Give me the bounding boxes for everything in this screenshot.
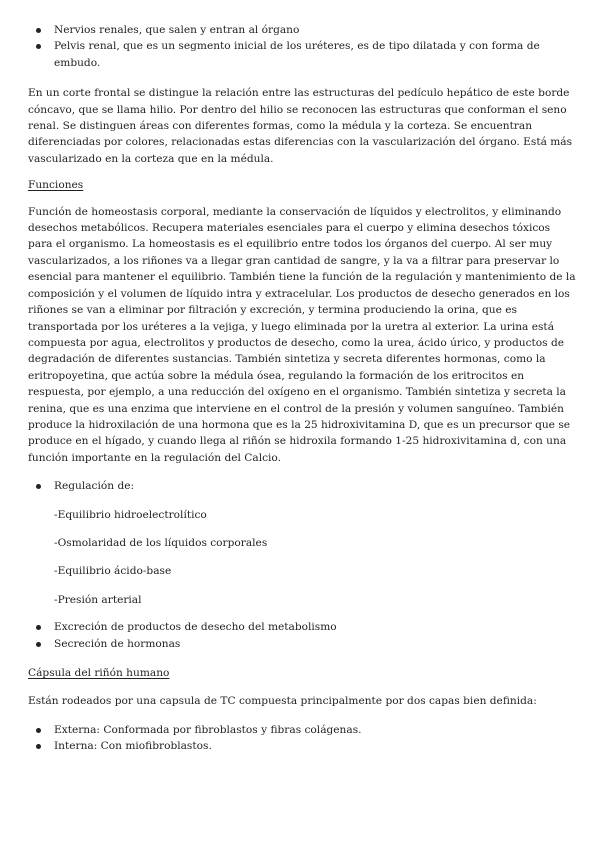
regulation-sub-item: -Equilibrio ácido-base [54,565,172,578]
list-item: Pelvis renal, que es un segmento inicial de los uréteres, es de tipo dilatada y con forma de embudo. [28,38,576,71]
section-heading-capsula: Cápsula del riñón humano [28,667,170,679]
regulation-sub-item: -Osmolaridad de los líquidos corporales [54,536,268,549]
list-item: Interna: Con miofibroblastos. [28,738,576,754]
list-item: Externa: Conformada por fibroblastos y fibras colágenas. [28,722,576,738]
capsula-intro: Están rodeados por una capsula de TC compuesta principalmente por dos capas bien definida: [28,695,537,708]
list-item: Secreción de hormonas [28,636,576,652]
regulation-list [28,478,576,494]
regulation-sub-item: -Presión arterial [54,593,142,606]
functions-extra-list [28,619,576,652]
capsula-layers-list [28,722,576,755]
document-page [28,22,576,755]
funciones-paragraph: Función de homeostasis corporal, mediante la conservación de líquidos y electrolitos, y eliminando desechos metabólicos. Recupera materiales esenciales para el cuerpo y elimina desechos tóxicos para el organismo. La homeostasis es el equilibrio entre todos los órganos del cuerpo. Al ser muy vascularizados, a los riñones va a llegar gran cantidad de sangre, y la va a filtrar para preservar lo esencial para mantener el equilibrio. También tiene la función de la regulación y mantenimiento de la composición y el volumen de líquido intra y extracelular. Los productos de desecho generados en los riñones se van a eliminar por filtración y excreción, y termina produciendo la orina, que es transportada por los uréteres a la vejiga, y luego eliminada por la uretra al exterior. La urina está compuesta por agua, electrolitos y productos de desecho, como la urea, ácido úrico, y productos de degradación de diferentes sustancias. También sintetiza y secreta diferentes hormonas, como la eritropoyetina, que actúa sobre la médula ósea, regulando la formación de los eritrocitos en respuesta, por ejemplo, a una reducción del oxígeno en el organismo. También sintetiza y secreta la renina, que es una enzima que interviene en el control de la presión y volumen sanguíneo. También produce la hidroxilación de una hormona que es la 25 hidroxivitamina D, que es un precursor que se produce en el hígado, y cuando llega al riñón se hidroxila formando 1-25 hidroxivitamina d, con una función importante en la regulación del Calcio. [28,205,576,464]
renal-structures-list [28,22,576,71]
list-item: Nervios renales, que salen y entran al órgano [28,22,576,38]
frontal-cut-paragraph: En un corte frontal se distingue la relación entre las estructuras del pedículo hepático de este borde cóncavo, que se llama hilio. Por dentro del hilio se reconocen las estructuras que conforman el seno renal. Se distinguen áreas con diferentes formas, como la médula y la corteza. Se encuentran diferenciadas por colores, relacionadas estas diferencias con la vascularización del órgano. Está más vascularizado en la corteza que en la médula. [28,87,573,165]
list-item: Excreción de productos de desecho del metabolismo [28,619,576,635]
section-heading-funciones: Funciones [28,179,84,192]
list-item: Regulación de: [28,478,576,494]
regulation-sub-item: -Equilibrio hidroelectrolítico [54,508,207,521]
